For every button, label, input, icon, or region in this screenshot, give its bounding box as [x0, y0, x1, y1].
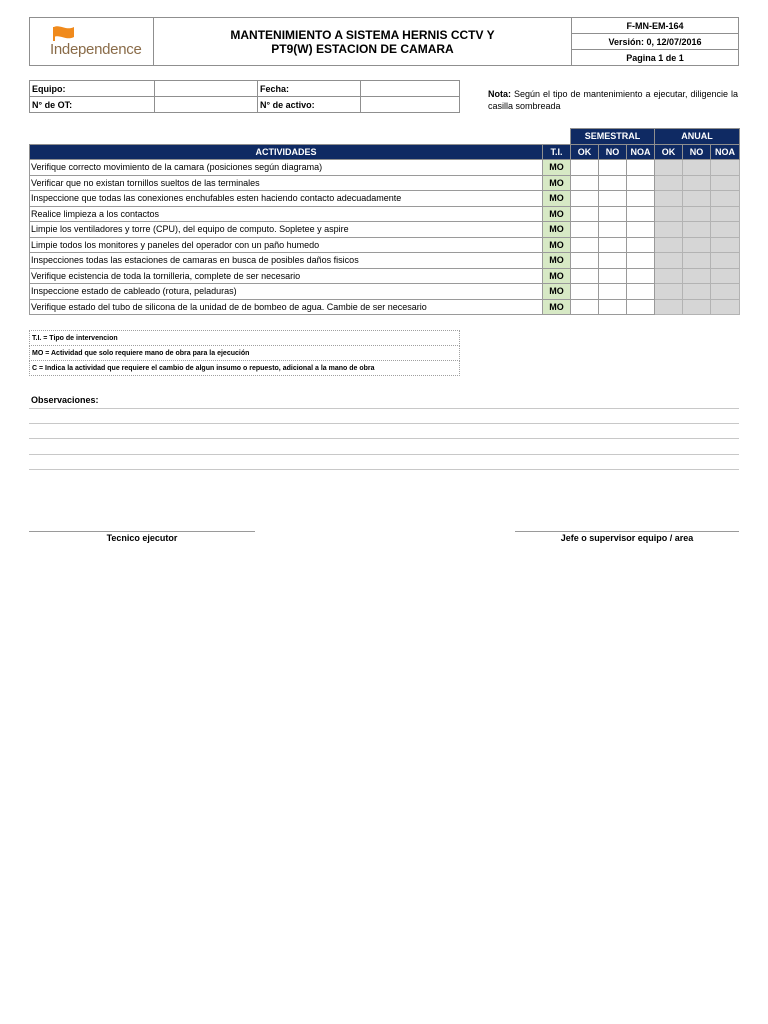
anual-no-checkbox[interactable] — [683, 160, 711, 176]
ti-cell: MO — [543, 253, 571, 269]
anual-ok-checkbox[interactable] — [655, 160, 683, 176]
observaciones-line[interactable] — [29, 469, 739, 470]
semestral-noa-checkbox[interactable] — [627, 237, 655, 253]
observaciones-line[interactable] — [29, 408, 739, 409]
nota-body: Según el tipo de mantenimiento a ejecutar, diligencie la casilla sombreada — [488, 89, 738, 111]
semestral-no-header: NO — [599, 144, 627, 160]
anual-noa-checkbox[interactable] — [711, 191, 740, 207]
semestral-ok-checkbox[interactable] — [571, 253, 599, 269]
anual-header: ANUAL — [655, 129, 740, 145]
semestral-ok-checkbox[interactable] — [571, 299, 599, 315]
observaciones-line[interactable] — [29, 423, 739, 424]
activo-label: N° de activo: — [258, 97, 361, 113]
title-line-2: PT9(W) ESTACION DE CAMARA — [271, 41, 454, 56]
legend-table — [29, 330, 460, 376]
actividades-header: ACTIVIDADES — [30, 144, 543, 160]
activity-text: Inspecciones todas las estaciones de camaras en busca de posibles daños fisicos — [30, 253, 543, 269]
ti-cell: MO — [543, 299, 571, 315]
anual-ok-checkbox[interactable] — [655, 268, 683, 284]
semestral-noa-checkbox[interactable] — [627, 191, 655, 207]
equipo-label: Equipo: — [30, 81, 155, 97]
activity-text: Realice limpieza a los contactos — [30, 206, 543, 222]
activity-text: Verifique estado del tubo de silicona de la unidad de de bombeo de agua. Cambie de ser necesario — [30, 299, 543, 315]
anual-no-checkbox[interactable] — [683, 237, 711, 253]
semestral-noa-checkbox[interactable] — [627, 206, 655, 222]
anual-no-checkbox[interactable] — [683, 206, 711, 222]
anual-no-checkbox[interactable] — [683, 222, 711, 238]
observaciones-label: Observaciones: — [31, 395, 99, 405]
semestral-no-checkbox[interactable] — [599, 284, 627, 300]
activity-row — [30, 206, 740, 222]
ti-cell: MO — [543, 206, 571, 222]
semestral-noa-header: NOA — [627, 144, 655, 160]
ot-field[interactable] — [155, 97, 258, 113]
activity-row — [30, 222, 740, 238]
signature-label-jefe: Jefe o supervisor equipo / area — [560, 533, 694, 543]
anual-noa-checkbox[interactable] — [711, 160, 740, 176]
activity-text: Verifique ecistencia de toda la tornilleria, complete de ser necesario — [30, 268, 543, 284]
observaciones-line[interactable] — [29, 438, 739, 439]
activity-row — [30, 253, 740, 269]
ti-cell: MO — [543, 284, 571, 300]
anual-no-checkbox[interactable] — [683, 299, 711, 315]
anual-noa-checkbox[interactable] — [711, 175, 740, 191]
header-spacer — [30, 129, 571, 145]
semestral-noa-checkbox[interactable] — [627, 160, 655, 176]
semestral-ok-checkbox[interactable] — [571, 284, 599, 300]
flag-icon — [52, 24, 78, 42]
activity-text: Verificar que no existan tornillos sueltos de las terminales — [30, 175, 543, 191]
activity-row — [30, 284, 740, 300]
anual-noa-checkbox[interactable] — [711, 237, 740, 253]
anual-noa-checkbox[interactable] — [711, 253, 740, 269]
form-title — [154, 18, 572, 66]
activity-text: Limpie todos los monitores y paneles del operador con un paño humedo — [30, 237, 543, 253]
title-line-1: MANTENIMIENTO A SISTEMA HERNIS CCTV Y — [230, 27, 495, 42]
activity-row — [30, 175, 740, 191]
anual-ok-checkbox[interactable] — [655, 191, 683, 207]
ot-label: N° de OT: — [30, 97, 155, 113]
anual-noa-checkbox[interactable] — [711, 299, 740, 315]
equipo-field[interactable] — [155, 81, 258, 97]
legend-ti: T.I. = Tipo de intervencion — [30, 331, 460, 346]
semestral-no-checkbox[interactable] — [599, 299, 627, 315]
semestral-ok-checkbox[interactable] — [571, 175, 599, 191]
semestral-no-checkbox[interactable] — [599, 160, 627, 176]
info-fields — [29, 80, 460, 113]
semestral-header: SEMESTRAL — [571, 129, 655, 145]
nota-label: Nota: — [488, 89, 511, 99]
semestral-ok-checkbox[interactable] — [571, 206, 599, 222]
fecha-field[interactable] — [361, 81, 460, 97]
semestral-ok-header: OK — [571, 144, 599, 160]
ti-cell: MO — [543, 222, 571, 238]
anual-noa-checkbox[interactable] — [711, 268, 740, 284]
anual-ok-header: OK — [655, 144, 683, 160]
activity-text: Limpie los ventiladores y torre (CPU), del equipo de computo. Sopletee y aspire — [30, 222, 543, 238]
logo-cell — [30, 18, 154, 66]
company-logo — [50, 24, 150, 60]
semestral-noa-checkbox[interactable] — [627, 175, 655, 191]
form-version: Versión: 0, 12/07/2016 — [572, 34, 739, 50]
anual-noa-checkbox[interactable] — [711, 284, 740, 300]
semestral-ok-checkbox[interactable] — [571, 268, 599, 284]
anual-ok-checkbox[interactable] — [655, 206, 683, 222]
ti-cell: MO — [543, 191, 571, 207]
activity-row — [30, 299, 740, 315]
activities-table — [29, 128, 740, 315]
anual-ok-checkbox[interactable] — [655, 222, 683, 238]
semestral-ok-checkbox[interactable] — [571, 237, 599, 253]
semestral-no-checkbox[interactable] — [599, 237, 627, 253]
form-header — [29, 17, 739, 66]
semestral-no-checkbox[interactable] — [599, 206, 627, 222]
anual-ok-checkbox[interactable] — [655, 253, 683, 269]
activities-body — [30, 160, 740, 315]
fecha-label: Fecha: — [258, 81, 361, 97]
semestral-no-checkbox[interactable] — [599, 175, 627, 191]
semestral-no-checkbox[interactable] — [599, 191, 627, 207]
anual-noa-header: NOA — [711, 144, 740, 160]
activity-row — [30, 268, 740, 284]
ti-cell: MO — [543, 268, 571, 284]
activity-row — [30, 191, 740, 207]
legend-c: C = Indica la actividad que requiere el cambio de algun insumo o repuesto, adicional a la mano de obra — [30, 361, 460, 376]
semestral-ok-checkbox[interactable] — [571, 191, 599, 207]
form-code: F-MN-EM-164 — [572, 18, 739, 34]
semestral-no-checkbox[interactable] — [599, 268, 627, 284]
activity-text: Inspeccione que todas las conexiones enchufables esten haciendo contacto adecuadamente — [30, 191, 543, 207]
anual-noa-checkbox[interactable] — [711, 222, 740, 238]
anual-no-checkbox[interactable] — [683, 253, 711, 269]
semestral-noa-checkbox[interactable] — [627, 253, 655, 269]
signature-line-tecnico[interactable] — [29, 531, 255, 532]
legend-mo: MO = Actividad que solo requiere mano de obra para la ejecución — [30, 346, 460, 361]
semestral-noa-checkbox[interactable] — [627, 284, 655, 300]
signature-label-tecnico: Tecnico ejecutor — [106, 533, 178, 543]
activity-row — [30, 237, 740, 253]
semestral-noa-checkbox[interactable] — [627, 299, 655, 315]
observaciones-line[interactable] — [29, 454, 739, 455]
anual-no-header: NO — [683, 144, 711, 160]
ti-cell: MO — [543, 175, 571, 191]
ti-cell: MO — [543, 160, 571, 176]
semestral-no-checkbox[interactable] — [599, 253, 627, 269]
anual-no-checkbox[interactable] — [683, 191, 711, 207]
activo-field[interactable] — [361, 97, 460, 113]
anual-no-checkbox[interactable] — [683, 284, 711, 300]
activity-text: Inspeccione estado de cableado (rotura, peladuras) — [30, 284, 543, 300]
anual-ok-checkbox[interactable] — [655, 284, 683, 300]
ti-header: T.I. — [543, 144, 571, 160]
ti-cell: MO — [543, 237, 571, 253]
semestral-ok-checkbox[interactable] — [571, 160, 599, 176]
anual-ok-checkbox[interactable] — [655, 299, 683, 315]
semestral-ok-checkbox[interactable] — [571, 222, 599, 238]
anual-noa-checkbox[interactable] — [711, 206, 740, 222]
activity-text: Verifique correcto movimiento de la camara (posiciones según diagrama) — [30, 160, 543, 176]
activity-row — [30, 160, 740, 176]
logo-text: Independence — [50, 41, 142, 58]
anual-no-checkbox[interactable] — [683, 175, 711, 191]
anual-no-checkbox[interactable] — [683, 268, 711, 284]
page-number: Pagina 1 de 1 — [572, 50, 739, 66]
anual-ok-checkbox[interactable] — [655, 175, 683, 191]
nota-text — [488, 88, 738, 112]
semestral-noa-checkbox[interactable] — [627, 222, 655, 238]
semestral-noa-checkbox[interactable] — [627, 268, 655, 284]
signature-line-jefe[interactable] — [515, 531, 739, 532]
semestral-no-checkbox[interactable] — [599, 222, 627, 238]
anual-ok-checkbox[interactable] — [655, 237, 683, 253]
